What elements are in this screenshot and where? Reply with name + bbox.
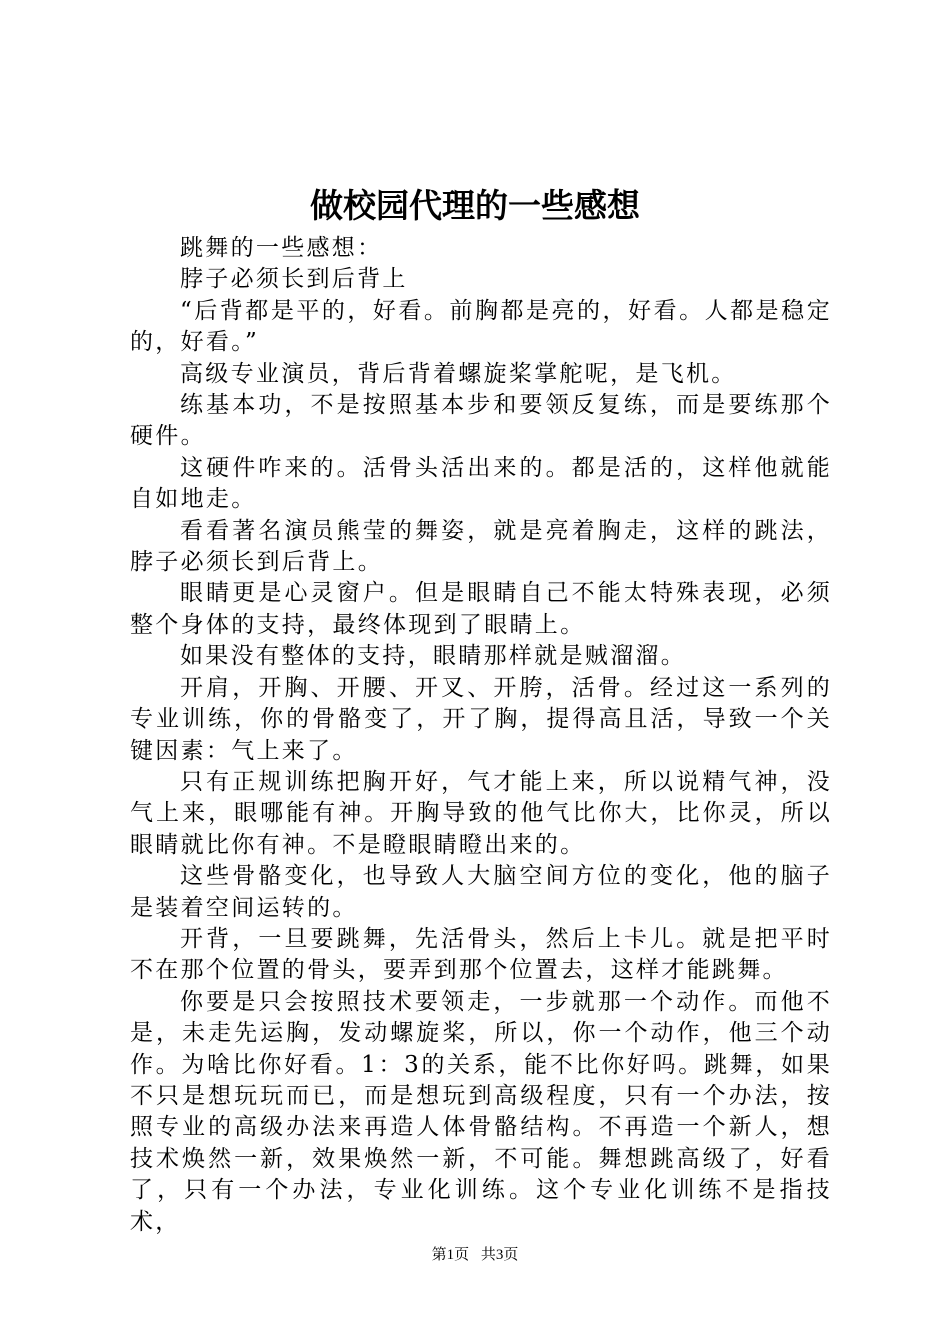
paragraph: 开背，一旦要跳舞，先活骨头，然后上卡儿。就是把平时不在那个位置的骨头，要弄到那个位置去，这样才能跳舞。 xyxy=(130,925,832,984)
paragraph: 眼睛更是心灵窗户。但是眼睛自己不能太特殊表现，必须整个身体的支持，最终体现到了眼睛上。 xyxy=(130,580,832,638)
paragraph: 如果没有整体的支持，眼睛那样就是贼溜溜。 xyxy=(180,643,686,670)
paragraph: 开肩，开胸、开腰、开叉、开胯，活骨。经过这一系列的专业训练，你的骨骼变了，开了胸，提得高且活，导致一个关键因素：气上来了。 xyxy=(130,674,832,764)
page-footer xyxy=(0,1244,950,1266)
paragraph: 这些骨骼变化，也导致人大脑空间方位的变化，他的脑子是装着空间运转的。 xyxy=(130,863,832,921)
document-title: 做校园代理的一些感想 xyxy=(310,186,640,225)
page-total: 共3页 xyxy=(480,1247,519,1263)
paragraph: 跳舞的一些感想： xyxy=(180,235,383,261)
paragraph: “后背都是平的，好看。前胸都是亮的，好看。人都是稳定的，好看。” xyxy=(130,297,832,356)
document-body xyxy=(130,233,832,1238)
paragraph: 练基本功，不是按照基本步和要领反复练，而是要练那个硬件。 xyxy=(130,392,832,450)
paragraph: 这硬件咋来的。活骨头活出来的。都是活的，这样他就能自如地走。 xyxy=(130,454,832,513)
paragraph: 只有正规训练把胸开好，气才能上来，所以说精气神，没气上来，眼哪能有神。开胸导致的他气比你大，比你灵，所以眼睛就比你有神。不是瞪眼睛瞪出来的。 xyxy=(130,768,832,858)
page-number: 第1页 xyxy=(431,1247,470,1263)
paragraph: 你要是只会按照技术要领走，一步就那一个动作。而他不是，未走先运胸，发动螺旋桨，所以，你一个动作，他三个动作。为啥比你好看。1：3的关系，能不比你好吗。跳舞，如果不只是想玩玩而已，而是想玩到高级程度，只有一个办法，按照专业的高级办法来再造人体骨骼结构。不再造一个新人，想技术焕然一新，效果焕然一新，不可能。舞想跳高级了，好看了，只有一个办法，专业化训练。这个专业化训练不是指技术， xyxy=(130,988,832,1235)
paragraph: 高级专业演员，背后背着螺旋桨掌舵呢，是飞机。 xyxy=(180,360,737,387)
paragraph: 看看著名演员熊莹的舞姿，就是亮着胸走，这样的跳法，脖子必须长到后背上。 xyxy=(130,517,832,576)
paragraph: 脖子必须长到后背上 xyxy=(180,266,408,293)
